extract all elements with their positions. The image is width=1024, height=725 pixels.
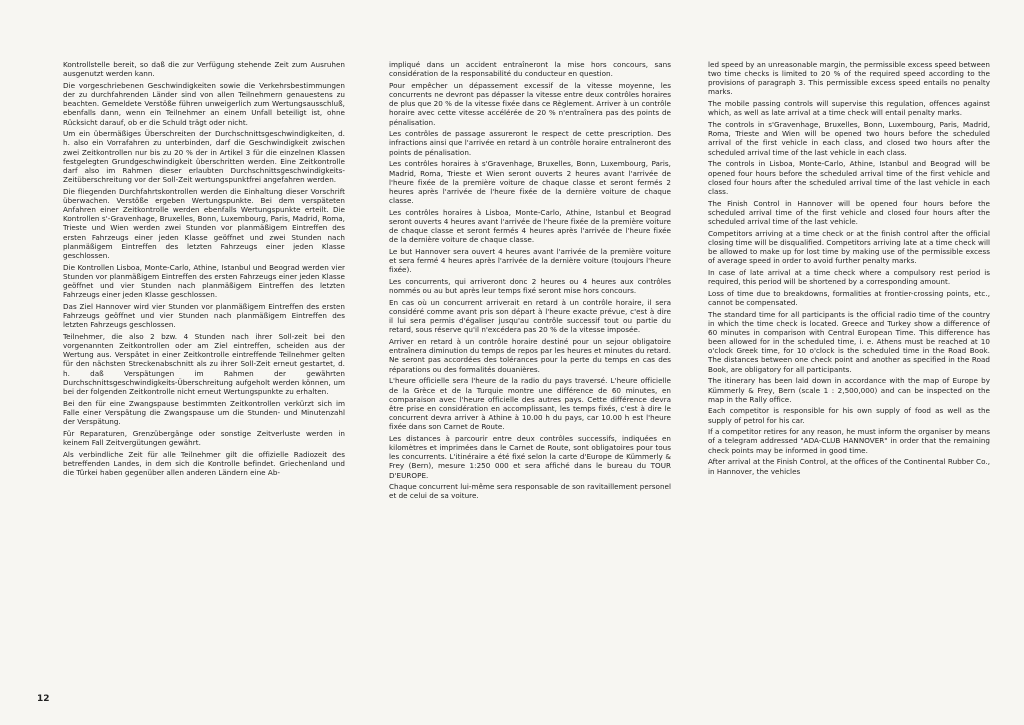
french-column xyxy=(389,60,671,715)
german-paragraph: Bei den für eine Zwangspause bestimmten Zeitkontrollen verkürzt sich im Falle einer Verspätung die Zwangspause um die Stunden- und Minutenzahl der Verspätung. xyxy=(63,398,345,426)
german-paragraph: Als verbindliche Zeit für alle Teilnehmer gilt die offizielle Radiozeit des betreffenden Landes, in dem sich die Kontrolle befindet. Griechenland und die Türkei haben gegenüber allen anderen Ländern eine Ab- xyxy=(63,449,345,477)
french-paragraph: Pour empêcher un dépassement excessif de la vitesse moyenne, les concurrents ne devront pas dépasser la vitesse entre deux contrôles horaires de plus que 20 % de la vitesse fixée dans ce Règlement. Arriver à un contrôle horaire avec cette vitesse accélérée de 20 % n'entraînera pas des points de pénalisation. xyxy=(389,80,671,127)
english-paragraph: The Finish Control in Hannover will be opened four hours before the scheduled arrival time of the first vehicle and closed four hours after the scheduled arrival time of the last vehicle. xyxy=(708,198,990,226)
french-paragraph: L'heure officielle sera l'heure de la radio du pays traversé. L'heure officielle de la Grèce et de la Turquie montre une différence de 60 minutes, en comparaison avec l'heure officielle des autres pays. Cette différence devra être prise en considération en accomplissant, les temps fixés, c'est à dire le concurrent devra arriver à Athine à 10.00 h du pays, car 10.00 h est l'heure fixée dans son Carnet de Route. xyxy=(389,376,671,432)
french-paragraph: Le but Hannover sera ouvert 4 heures avant l'arrivée de la première voiture et sera fermé 4 heures après l'arrivée de la dernière voiture (toujours l'heure fixée). xyxy=(389,246,671,275)
english-paragraph: The controls in Lisboa, Monte-Carlo, Athine, Istanbul and Beograd will be opened four hours before the scheduled arrival time of the first vehicle and closed four hours after the scheduled arrival time of the last vehicle in each class. xyxy=(708,159,990,196)
english-paragraph: The mobile passing controls will supervise this regulation, offences against which, as well as late arrival at a time check will entail penalty marks. xyxy=(708,99,990,118)
english-column xyxy=(708,60,990,715)
french-paragraph: impliqué dans un accident entraîneront la mise hors concours, sans considération de la responsabilité du conducteur en question. xyxy=(389,60,671,79)
page-number: 12 xyxy=(37,694,50,704)
english-paragraph: After arrival at the Finish Control, at the offices of the Continental Rubber Co., in Hannover, the vehicles xyxy=(708,457,990,476)
english-paragraph: The itinerary has been laid down in accordance with the map of Europe by Kümmerly & Frey, Bern (scale 1 : 2,500,000) and can be inspected on the map in the Rally office. xyxy=(708,376,990,404)
german-paragraph: Teilnehmer, die also 2 bzw. 4 Stunden nach ihrer Soll-zeit bei den vorgenannten Zeitkontrollen oder am Ziel eintreffen, scheiden aus der Wertung aus. Verspätet in einer Zeitkontrolle eintreffende Teilnehmer gelten für den nächsten Streckenabschnitt als zu ihrer Soll-Zeit erneut gestartet, d. h. daß Verspätungen im Rahmen der gewährten Durchschnittsgeschwindigkeits-Überschreitung aufgeholt werden können, um bei der folgenden Zeitkontrolle nicht erneut Wertungspunkte zu erhalten. xyxy=(63,331,345,396)
english-paragraph: led speed by an unreasonable margin, the permissible excess speed between two time checks is limited to 20 % of the required speed according to the provisions of paragraph 3. This permissible excess speed entails no penalty marks. xyxy=(708,60,990,97)
french-paragraph: Les concurrents, qui arriveront donc 2 heures ou 4 heures aux contrôles nommés ou au but après leur temps fixé seront mise hors concours. xyxy=(389,277,671,296)
french-paragraph: Les contrôles horaires à s'Gravenhage, Bruxelles, Bonn, Luxembourg, Paris, Madrid, Roma, Trieste et Wien seront ouverts 2 heures avant l'arrivée de l'heure fixée de la première voiture de chaque classe et seront fermés 2 heures après l'arrivée de l'heure fixée de la dernière voiture de chaque classe. xyxy=(389,159,671,205)
german-paragraph: Die vorgeschriebenen Geschwindigkeiten sowie die Verkehrsbestimmungen der zu durchfahrenden Länder sind von allen Teilnehmern genauestens zu beachten. Gemeldete Verstöße führen unweigerlich zum Wertungsausschluß, ebenfalls dann, wenn ein Teilnehmer an einem Unfall beteiligt ist, ohne Rücksicht darauf, ob er die Schuld trägt oder nicht. xyxy=(63,80,345,127)
german-paragraph: Die fliegenden Durchfahrtskontrollen werden die Einhaltung dieser Vorschrift überwachen. Verstöße ergeben Wertungspunkte. Bei dem verspäteten Anfahren einer Zeitkontrolle werden ebenfalls Wertungspunkte erteilt. Die Kontrollen s'-Gravenhage, Bruxelles, Bonn, Luxembourg, Paris, Madrid, Roma, Trieste und Wien werden zwei Stunden vor planmäßigem Eintreffen des ersten Fahrzeugs einer jeden Klasse geöffnet und zwei Stunden nach planmäßigem Eintreffen des letzten Fahrzeugs einer jeden Klasse geschlossen. xyxy=(63,186,345,260)
english-paragraph: The controls in s'Gravenhage, Bruxelles, Bonn, Luxembourg, Paris, Madrid, Roma, Trieste and Wien will be opened two hours before the scheduled arrival of the first vehicle in each class, and closed two hours after the scheduled arrival time of the last vehicle in each class. xyxy=(708,120,990,157)
german-paragraph: Das Ziel Hannover wird vier Stunden vor planmäßigem Eintreffen des ersten Fahrzeugs geöffnet und vier Stunden nach planmäßigem Eintreffen des letzten Fahrzeugs geschlossen. xyxy=(63,301,345,330)
french-paragraph: En cas où un concurrent arriverait en retard à un contrôle horaire, il sera considéré comme avant pris son départ à l'heure exacte prévue, c'est à dire il lui sera permis d'égaliser jusqu'au contrôle successif tout ou partie du retard, sous réserve qu'il n'excédera pas 20 % de la vitesse imposée. xyxy=(389,297,671,335)
english-paragraph: The standard time for all participants is the official radio time of the country in which the time check is located. Greece and Turkey show a difference of 60 minutes in comparison with Central European Time. This difference has been allowed for in the scheduled time, i. e. Athens must be reached at 10 o'clock Greek time, for 10 o'clock is the scheduled time in the Road Book. The distances between one check point and another as specified in the Road Book, are obligatory for all participants. xyxy=(708,309,990,374)
french-paragraph: Arriver en retard à un contrôle horaire destiné pour un sejour obligatoire entraînera diminution du temps de repos par les heures et minutes du retard. Ne seront pas accordées des tolérances pour la perte du temps en cas des réparations ou des formalités douanières. xyxy=(389,337,671,374)
german-paragraph: Um ein übermäßiges Überschreiten der Durchschnittsgeschwindigkeiten, d. h. also ein Vorrafahren zu unterbinden, darf die Geschwindigkeit zwischen zwei Zeitkontrollen nur bis zu 20 % der in Artikel 3 für die einzelnen Klassen festgelegten Grundgeschwindigkeit überschritten werden. Eine Zeitkontrolle darf also im Rahmen dieser erlaubten Durchschnittsgeschwindigkeits-Zeitüberschreitung vor der Soll-Zeit wertungspunktfrei angefahren werden. xyxy=(63,129,345,185)
french-paragraph: Les distances à parcourir entre deux contrôles successifs, indiquées en kilomètres et imprimées dans le Carnet de Route, sont obligatoires pour tous les concurrents. L'itinéraire a été fixé selon la carte d'Europe de Kümmerly & Frey (Bern), mesure 1:250 000 et sera affiché dans le bureau du TOUR D'EUROPE. xyxy=(389,433,671,480)
english-paragraph: Competitors arriving at a time check or at the finish control after the official closing time will be disqualified. Competitors arriving late at a time check will be allowed to make up for lost time by making use of the permissible excess of average speed in order to avoid further penalty marks. xyxy=(708,228,990,266)
english-paragraph: If a competitor retires for any reason, he must inform the organiser by means of a telegram addressed "ADA-CLUB HANNOVER" in order that the remaining check points may be informed in good time. xyxy=(708,427,990,455)
german-column xyxy=(63,60,345,715)
german-paragraph: Für Reparaturen, Grenzübergänge oder sonstige Zeitverluste werden in keinem Fall Zeitvergütungen gewährt. xyxy=(63,428,345,447)
german-paragraph: Kontrollstelle bereit, so daß die zur Verfügung stehende Zeit zum Ausruhen ausgenutzt werden kann. xyxy=(63,60,345,79)
german-paragraph: Die Kontrollen Lisboa, Monte-Carlo, Athine, Istanbul und Beograd werden vier Stunden vor planmäßigem Eintreffen des ersten Fahrzeugs einer jeden Klasse geöffnet und vier Stunden nach planmäßigem Eintreffen des letzten Fahrzeugs einer jeden Klasse geschlossen. xyxy=(63,262,345,300)
french-paragraph: Les contrôles de passage assureront le respect de cette prescription. Des infractions ainsi que l'arrivée en retard à un contrôle horaire entraîneront des points de pénalisation. xyxy=(389,129,671,157)
french-paragraph: Chaque concurrent lui-même sera responsable de son ravitaillement personel et de celui de sa voiture. xyxy=(389,482,671,501)
french-paragraph: Les contrôles horaires à Lisboa, Monte-Carlo, Athine, Istanbul et Beograd seront ouverts 4 heures avant l'arrivée de l'heure fixée de la première voiture de chaque classe et seront fermés 4 heures après l'arrivée de l'heure fixée de la dernière voiture de chaque classe. xyxy=(389,207,671,245)
english-paragraph: In case of late arrival at a time check where a compulsory rest period is required, this period will be shortened by a corresponding amount. xyxy=(708,267,990,286)
english-paragraph: Each competitor is responsible for his own supply of food as well as the supply of petrol for his car. xyxy=(708,406,990,425)
english-paragraph: Loss of time due to breakdowns, formalities at frontier-crossing points, etc., cannot be compensated. xyxy=(708,288,990,307)
